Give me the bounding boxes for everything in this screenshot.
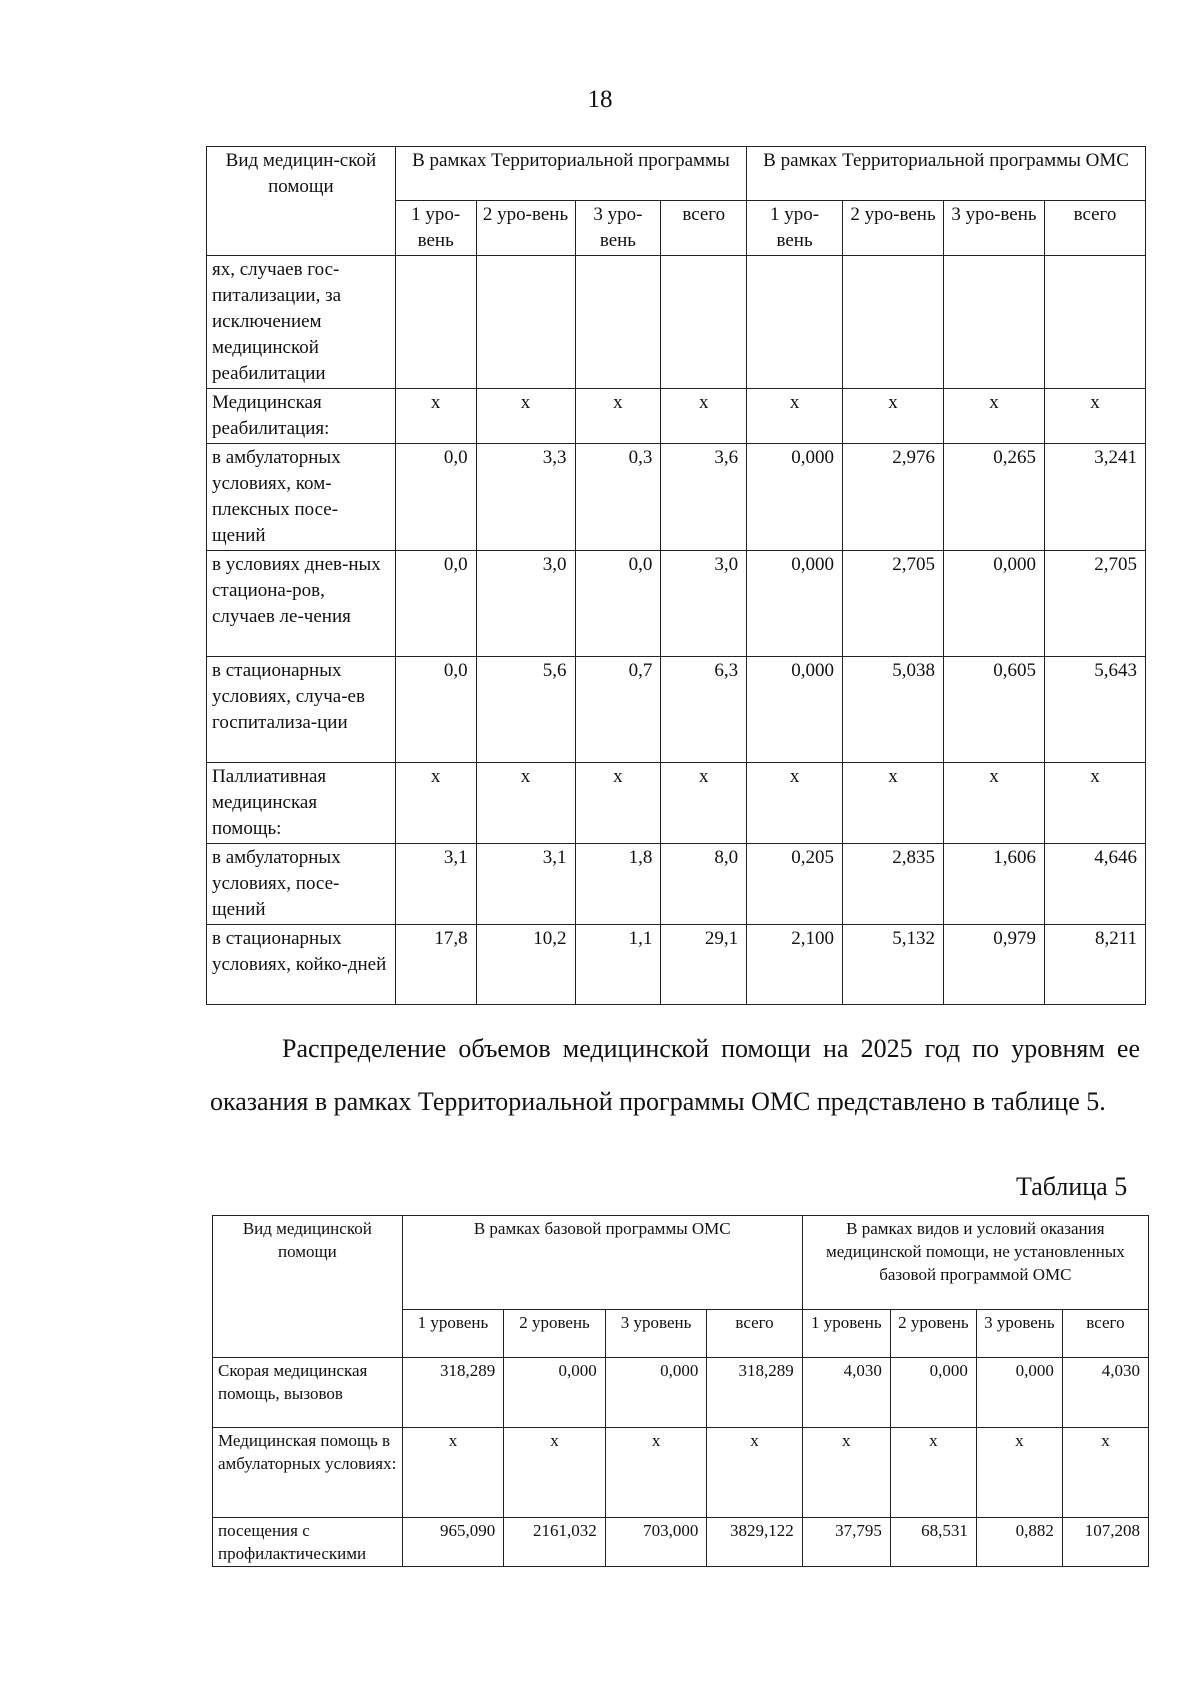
header-level-3: 3 уро-вень xyxy=(575,201,661,256)
table-cell: 0,0 xyxy=(395,657,476,763)
table-cell: 0,605 xyxy=(943,657,1044,763)
table-cell: х xyxy=(575,763,661,844)
table-cell: х xyxy=(976,1428,1062,1518)
row-label: в амбулаторных условиях, посе-щений xyxy=(207,844,396,925)
table-cell: х xyxy=(943,763,1044,844)
table-cell: 17,8 xyxy=(395,925,476,1005)
table-cell: 0,000 xyxy=(605,1358,707,1428)
table-cell xyxy=(661,256,747,389)
table-cell: 107,208 xyxy=(1062,1518,1148,1567)
table-cell: х xyxy=(476,763,575,844)
table-cell: 0,3 xyxy=(575,444,661,551)
table-cell: х xyxy=(1044,389,1145,444)
header-group-2: В рамках видов и условий оказания медицинской помощи, не установленных базовой программой ОМС xyxy=(802,1216,1148,1310)
row-label: Паллиативная медицинская помощь: xyxy=(207,763,396,844)
table-cell: 5,132 xyxy=(843,925,944,1005)
table-cell: 1,1 xyxy=(575,925,661,1005)
table-row xyxy=(207,925,1146,1005)
table-cell: х xyxy=(575,389,661,444)
table-5 xyxy=(212,1215,1149,1567)
table-cell xyxy=(476,256,575,389)
table-cell: х xyxy=(395,763,476,844)
header-group-2: В рамках Территориальной программы ОМС xyxy=(747,147,1146,201)
table-cell: х xyxy=(843,763,944,844)
table-cell: х xyxy=(747,389,843,444)
table-row xyxy=(213,1358,1149,1428)
table-cell: 2,835 xyxy=(843,844,944,925)
header-level-1: 1 уро-вень xyxy=(395,201,476,256)
table-cell: 0,000 xyxy=(747,444,843,551)
table-cell: х xyxy=(707,1428,802,1518)
table-cell: 0,265 xyxy=(943,444,1044,551)
header-level-5: 1 уровень xyxy=(802,1310,890,1358)
row-label: в стационарных условиях, койко-дней xyxy=(207,925,396,1005)
table-cell: х xyxy=(843,389,944,444)
table-cell: 0,000 xyxy=(890,1358,976,1428)
table-row xyxy=(207,389,1146,444)
row-label: Медицинская помощь в амбулаторных условиях: xyxy=(213,1428,403,1518)
table-cell xyxy=(747,256,843,389)
table-cell: 3,241 xyxy=(1044,444,1145,551)
table-cell xyxy=(843,256,944,389)
table-cell: х xyxy=(747,763,843,844)
table-cell: 1,8 xyxy=(575,844,661,925)
table-cell: 0,000 xyxy=(504,1358,606,1428)
row-label: посещения с профилактическими xyxy=(213,1518,403,1567)
header-level-2: 2 уро-вень xyxy=(476,201,575,256)
header-level-1: 1 уровень xyxy=(402,1310,504,1358)
table-cell: 10,2 xyxy=(476,925,575,1005)
header-level-7: 3 уровень xyxy=(976,1310,1062,1358)
row-label: в амбулаторных условиях, ком-плексных посе-щений xyxy=(207,444,396,551)
table-cell: 4,030 xyxy=(1062,1358,1148,1428)
table-cell: 6,3 xyxy=(661,657,747,763)
table-row xyxy=(207,763,1146,844)
table-cell: 3,1 xyxy=(476,844,575,925)
table-row xyxy=(213,1518,1149,1567)
row-label: в условиях днев-ных стациона-ров, случаев ле-чения xyxy=(207,551,396,657)
table-cell: х xyxy=(943,389,1044,444)
table-cell: 68,531 xyxy=(890,1518,976,1567)
table-row xyxy=(207,256,1146,389)
table-cell: 1,606 xyxy=(943,844,1044,925)
table-cell: 4,646 xyxy=(1044,844,1145,925)
table-cell: х xyxy=(476,389,575,444)
table-cell: 0,0 xyxy=(395,444,476,551)
table-cell xyxy=(575,256,661,389)
table-cell: х xyxy=(661,389,747,444)
header-level-7: 3 уро-вень xyxy=(943,201,1044,256)
table-cell: х xyxy=(395,389,476,444)
table-cell: 2,705 xyxy=(843,551,944,657)
table-cell: 3,1 xyxy=(395,844,476,925)
page-number: 18 xyxy=(587,86,613,113)
table-cell: 5,643 xyxy=(1044,657,1145,763)
table-cell: 8,211 xyxy=(1044,925,1145,1005)
header-level-8: всего xyxy=(1044,201,1145,256)
table-cell: 2,976 xyxy=(843,444,944,551)
table-cell xyxy=(395,256,476,389)
table-cell xyxy=(1044,256,1145,389)
table-cell: х xyxy=(802,1428,890,1518)
table-cell: 2,100 xyxy=(747,925,843,1005)
header-level-5: 1 уро-вень xyxy=(747,201,843,256)
table-5-caption: Таблица 5 xyxy=(1016,1172,1128,1201)
row-label: в стационарных условиях, случа-ев госпитализа-ции xyxy=(207,657,396,763)
header-type-column: Вид медицин-ской помощи xyxy=(207,147,396,256)
table-cell: 0,7 xyxy=(575,657,661,763)
table-cell: 3,0 xyxy=(476,551,575,657)
table-row xyxy=(207,844,1146,925)
body-paragraph: Распределение объемов медицинской помощи на 2025 год по уровням ее оказания в рамках Территориальной программы ОМС представлено в таблице 5. xyxy=(210,1034,1140,1116)
table-cell: х xyxy=(605,1428,707,1518)
header-type-column: Вид медицинской помощи xyxy=(213,1216,403,1358)
header-level-6: 2 уро-вень xyxy=(843,201,944,256)
table-cell: 0,000 xyxy=(943,551,1044,657)
table-cell: 3,0 xyxy=(661,551,747,657)
table-4-continuation xyxy=(206,146,1146,1005)
table-cell: 318,289 xyxy=(402,1358,504,1428)
header-level-4: всего xyxy=(707,1310,802,1358)
table-cell: 0,205 xyxy=(747,844,843,925)
table-row xyxy=(207,551,1146,657)
table-cell: 0,000 xyxy=(747,657,843,763)
table-cell: 4,030 xyxy=(802,1358,890,1428)
table-cell: 0,0 xyxy=(395,551,476,657)
table-cell: х xyxy=(402,1428,504,1518)
table-row xyxy=(207,657,1146,763)
header-level-8: всего xyxy=(1062,1310,1148,1358)
table-row xyxy=(213,1428,1149,1518)
table-cell: 703,000 xyxy=(605,1518,707,1567)
table-cell: 5,6 xyxy=(476,657,575,763)
table-cell: 0,882 xyxy=(976,1518,1062,1567)
table-cell: 29,1 xyxy=(661,925,747,1005)
table-cell: 0,0 xyxy=(575,551,661,657)
table-cell: 0,979 xyxy=(943,925,1044,1005)
table-cell: 2,705 xyxy=(1044,551,1145,657)
table-cell xyxy=(943,256,1044,389)
table-cell: 0,000 xyxy=(976,1358,1062,1428)
table-cell: 5,038 xyxy=(843,657,944,763)
header-level-6: 2 уровень xyxy=(890,1310,976,1358)
table-cell: х xyxy=(661,763,747,844)
table-cell: 3,6 xyxy=(661,444,747,551)
table-cell: х xyxy=(1062,1428,1148,1518)
header-level-2: 2 уровень xyxy=(504,1310,606,1358)
header-level-3: 3 уровень xyxy=(605,1310,707,1358)
table-cell: х xyxy=(1044,763,1145,844)
header-group-1: В рамках базовой программы ОМС xyxy=(402,1216,802,1310)
table-cell: 8,0 xyxy=(661,844,747,925)
table-row xyxy=(207,444,1146,551)
table-cell: х xyxy=(890,1428,976,1518)
row-label: Скорая медицинская помощь, вызовов xyxy=(213,1358,403,1428)
table-cell: 3829,122 xyxy=(707,1518,802,1567)
header-level-4: всего xyxy=(661,201,747,256)
table-cell: 2161,032 xyxy=(504,1518,606,1567)
row-label: ях, случаев гос-питализации, за исключением медицинской реабилитации xyxy=(207,256,396,389)
table-cell: 0,000 xyxy=(747,551,843,657)
header-group-1: В рамках Территориальной программы xyxy=(395,147,746,201)
row-label: Медицинская реабилитация: xyxy=(207,389,396,444)
table-cell: 3,3 xyxy=(476,444,575,551)
table-cell: 965,090 xyxy=(402,1518,504,1567)
table-cell: х xyxy=(504,1428,606,1518)
table-cell: 318,289 xyxy=(707,1358,802,1428)
table-cell: 37,795 xyxy=(802,1518,890,1567)
